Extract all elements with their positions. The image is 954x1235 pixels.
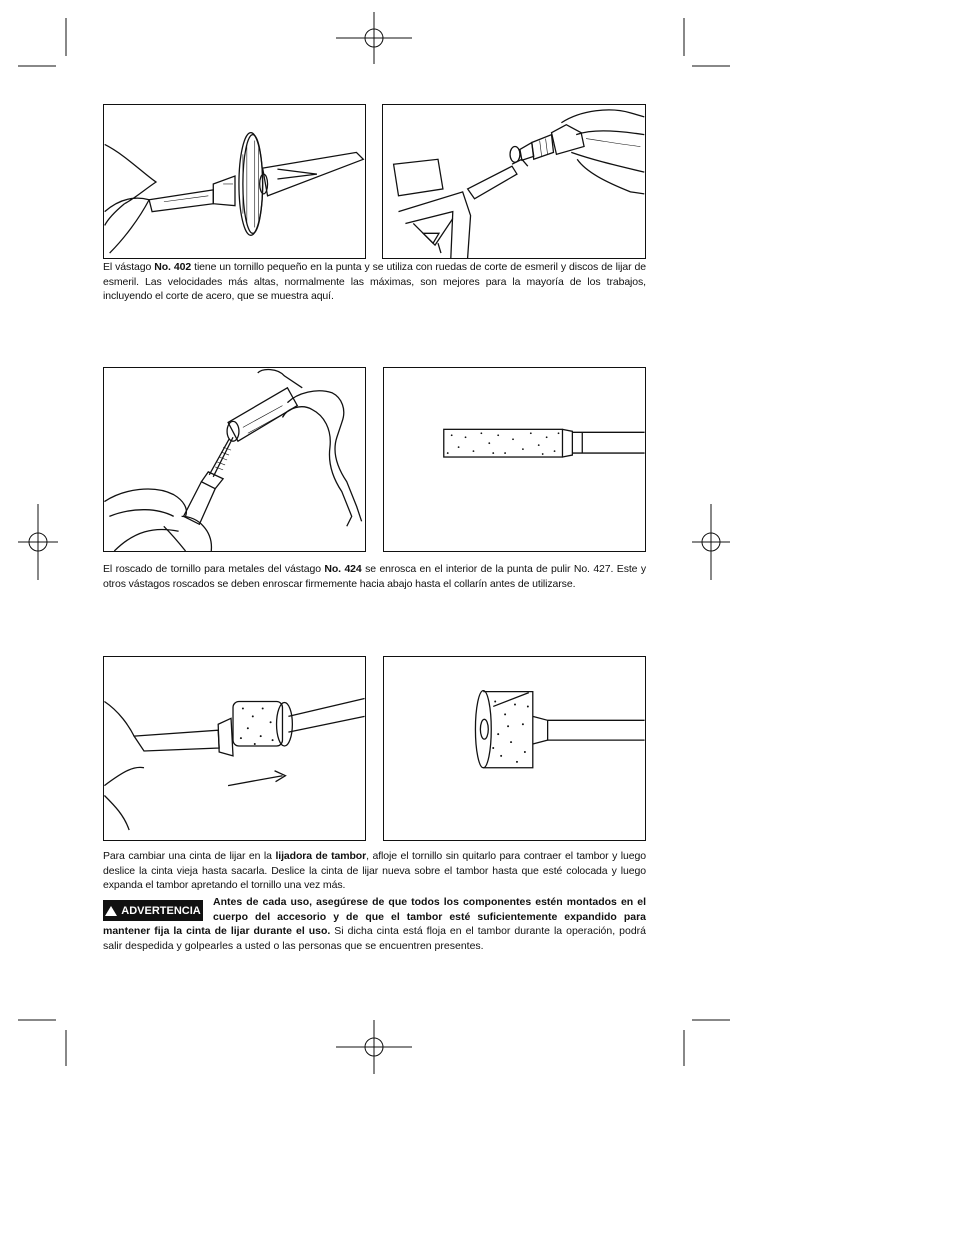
cutting-wheel-mandrel-icon <box>104 105 365 258</box>
caption-text: , afloje el tornillo sin quitarlo para contraer el tambor y luego deslice la cinta vieja hasta sacarla. Deslice la cinta de lijar nueva sobre el tambor hasta que esté colocada y luego expanda el tambor apretando el tornillo una vez más. <box>103 850 646 892</box>
warning-label <box>103 900 203 921</box>
cutting-steel-icon <box>383 105 645 258</box>
warning-label-text: ADVERTENCIA <box>121 904 201 917</box>
caption-mandrel-424 <box>103 562 646 591</box>
figure-polishing-point <box>383 367 646 552</box>
caption-drum-sander <box>103 849 646 893</box>
caption-text: El vástago <box>103 261 155 273</box>
drum-sander-hand-icon <box>104 657 365 840</box>
figure-cutting-steel <box>382 104 646 259</box>
caption-text: El roscado de tornillo para metales del vástago <box>103 563 325 575</box>
caption-text: Para cambiar una cinta de lijar en la <box>103 850 276 862</box>
polishing-point-icon <box>384 368 645 551</box>
figure-threaded-mandrel <box>103 367 366 552</box>
warning-bold-text: Antes de cada uso, asegúrese de que todos los componentes estén montados en el cuerpo del accesorio y de que el tambor esté suficientemente expandido para mantener fija la cinta de lijar durante el uso. <box>103 896 646 938</box>
drum-sander-icon <box>384 657 645 840</box>
warning-normal-text: Si dicha cinta está floja en el tambor durante la operación, podrá salir despedida y golpearles a usted o las personas que se encuentren presentes. <box>103 925 646 953</box>
figure-drum-sander <box>383 656 646 841</box>
figure-cutting-wheel <box>103 104 366 259</box>
caption-text: tiene un tornillo pequeño en la punta y se utiliza con ruedas de corte de esmeril y discos de lijar de esmeril. Las velocidades más altas, normalmente las máximas, son mejores para la mayoría de los trabajos, incluyendo el corte de acero, que se muestra aquí. <box>103 261 647 303</box>
figure-drum-sander-change <box>103 656 366 841</box>
caption-mandrel-402 <box>103 260 646 304</box>
caption-bold: lijadora de tambor <box>275 850 367 862</box>
caption-bold: No. 402 <box>154 261 192 273</box>
caption-text: se enrosca en el interior de la punta de pulir No. 427. Este y otros vástagos roscados se deben enroscar firmemente hacia abajo hasta el collarín antes de utilizarse. <box>103 563 646 590</box>
warning-triangle-icon <box>105 906 117 916</box>
threaded-mandrel-icon <box>104 368 365 551</box>
caption-bold: No. 424 <box>324 563 362 575</box>
